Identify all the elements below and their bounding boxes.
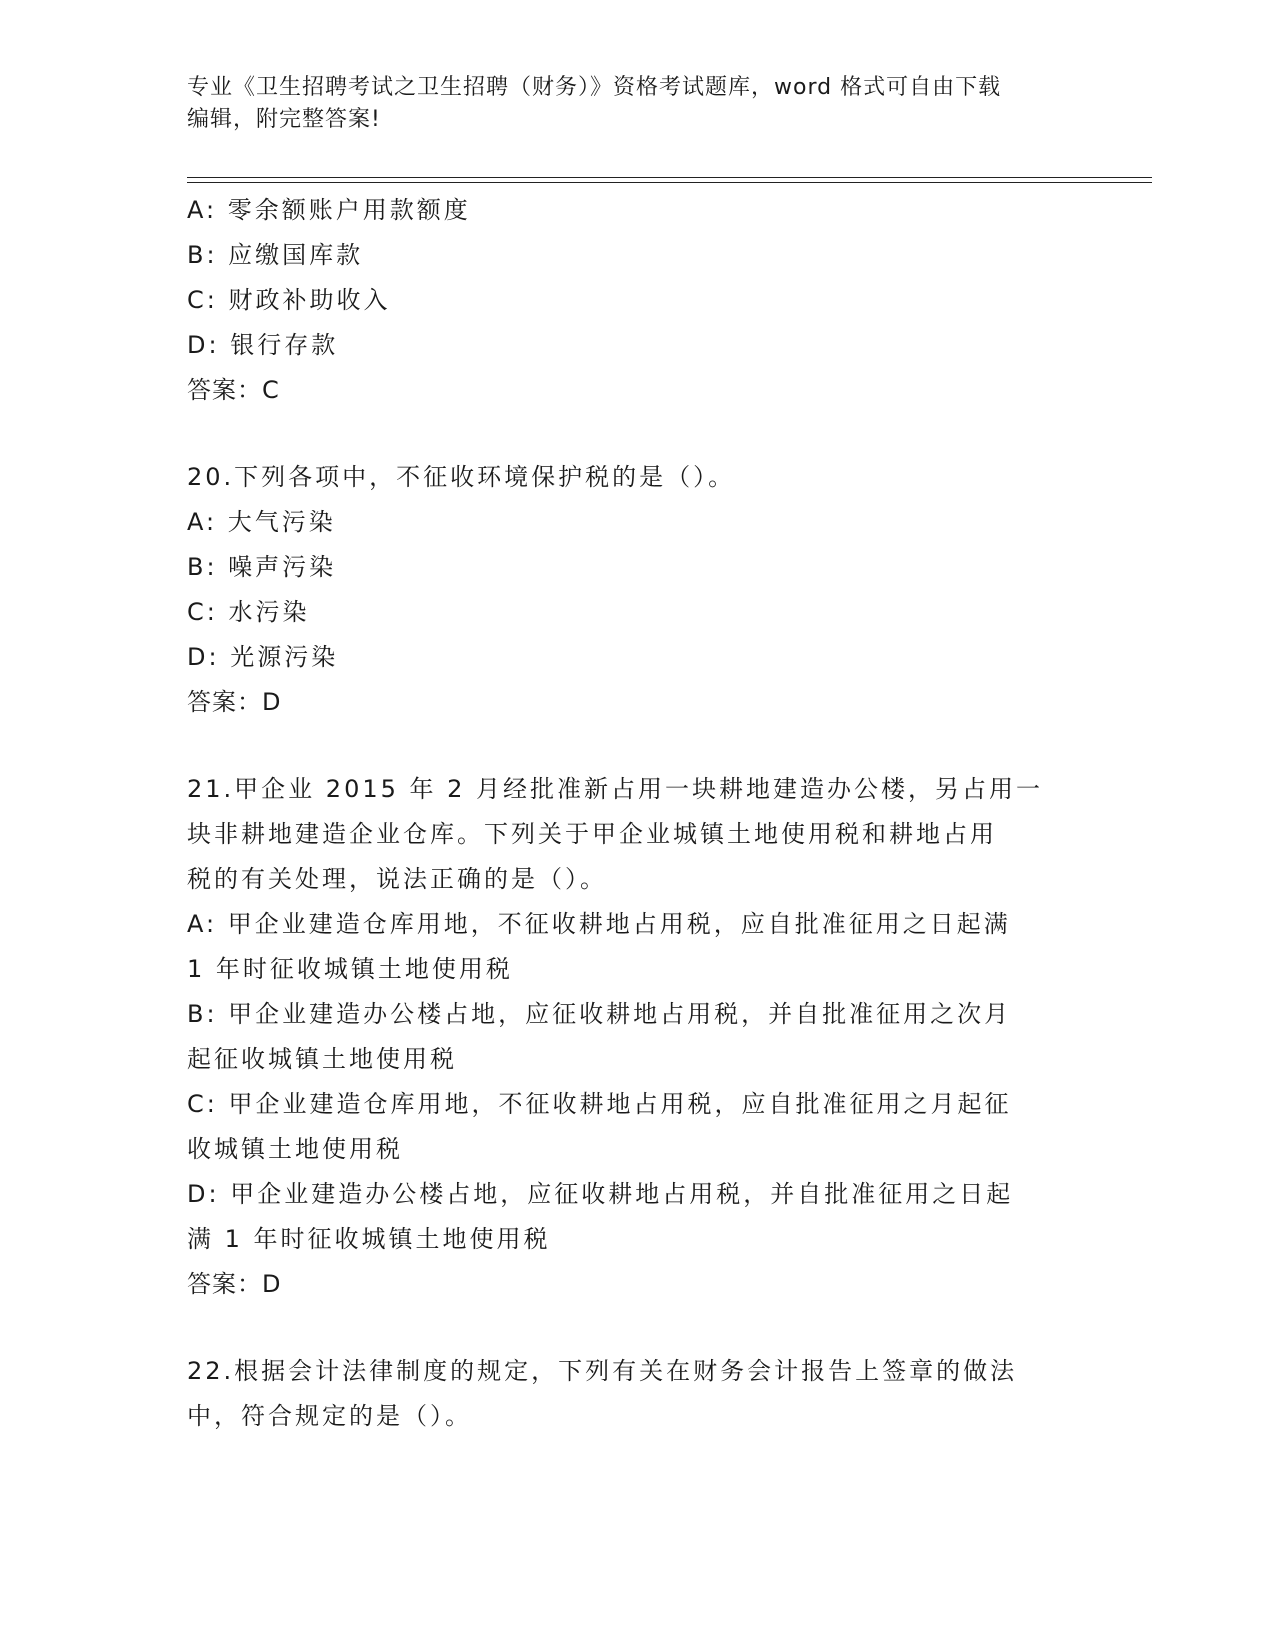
option-d: D: 甲企业建造办公楼占地，应征收耕地占用税，并自批准征用之日起 [187, 1180, 1014, 1208]
option-b: B: 甲企业建造办公楼占地，应征收耕地占用税，并自批准征用之次月 [187, 1000, 1012, 1028]
question-content [187, 188, 1087, 1439]
question-block [187, 455, 1087, 725]
answer-line: 答案：D [187, 688, 282, 716]
option-d: D: 光源污染 [187, 643, 339, 671]
spacer [187, 1307, 1087, 1349]
question-stem: 22.根据会计法律制度的规定，下列有关在财务会计报告上签章的做法 [187, 1357, 1018, 1385]
spacer [187, 725, 1087, 767]
option-b: B: 噪声污染 [187, 553, 337, 581]
question-stem: 税的有关处理，说法正确的是（）。 [187, 865, 607, 893]
question-block [187, 1349, 1087, 1439]
answer-line: 答案：D [187, 1270, 282, 1298]
header-line: 专业《卫生招聘考试之卫生招聘（财务）》资格考试题库，word 格式可自由下载 [187, 75, 1002, 100]
document-header [187, 72, 1067, 136]
option-a: A: 大气污染 [187, 508, 336, 536]
option-c-continued: 收城镇土地使用税 [187, 1135, 403, 1163]
option-b-continued: 起征收城镇土地使用税 [187, 1045, 457, 1073]
option-a-continued: 1 年时征收城镇土地使用税 [187, 955, 513, 983]
option-c: C: 甲企业建造仓库用地，不征收耕地占用税，应自批准征用之月起征 [187, 1090, 1012, 1118]
question-block [187, 767, 1087, 1307]
answer-line: 答案：C [187, 376, 280, 404]
option-b: B: 应缴国库款 [187, 241, 364, 269]
option-c: C: 财政补助收入 [187, 286, 391, 314]
question-stem: 20.下列各项中，不征收环境保护税的是（）。 [187, 463, 736, 491]
spacer [187, 413, 1087, 455]
header-divider [187, 177, 1152, 178]
header-divider [187, 182, 1152, 183]
option-d: D: 银行存款 [187, 331, 339, 359]
question-stem: 中，符合规定的是（）。 [187, 1402, 472, 1430]
option-d-continued: 满 1 年时征收城镇土地使用税 [187, 1225, 551, 1253]
question-stem: 21.甲企业 2015 年 2 月经批准新占用一块耕地建造办公楼，另占用一 [187, 775, 1044, 803]
question-block [187, 188, 1087, 413]
question-stem: 块非耕地建造企业仓库。下列关于甲企业城镇土地使用税和耕地占用 [187, 820, 997, 848]
option-c: C: 水污染 [187, 598, 310, 626]
option-a: A: 零余额账户用款额度 [187, 196, 471, 224]
option-a: A: 甲企业建造仓库用地，不征收耕地占用税，应自批准征用之日起满 [187, 910, 1011, 938]
header-line: 编辑，附完整答案! [187, 107, 381, 132]
